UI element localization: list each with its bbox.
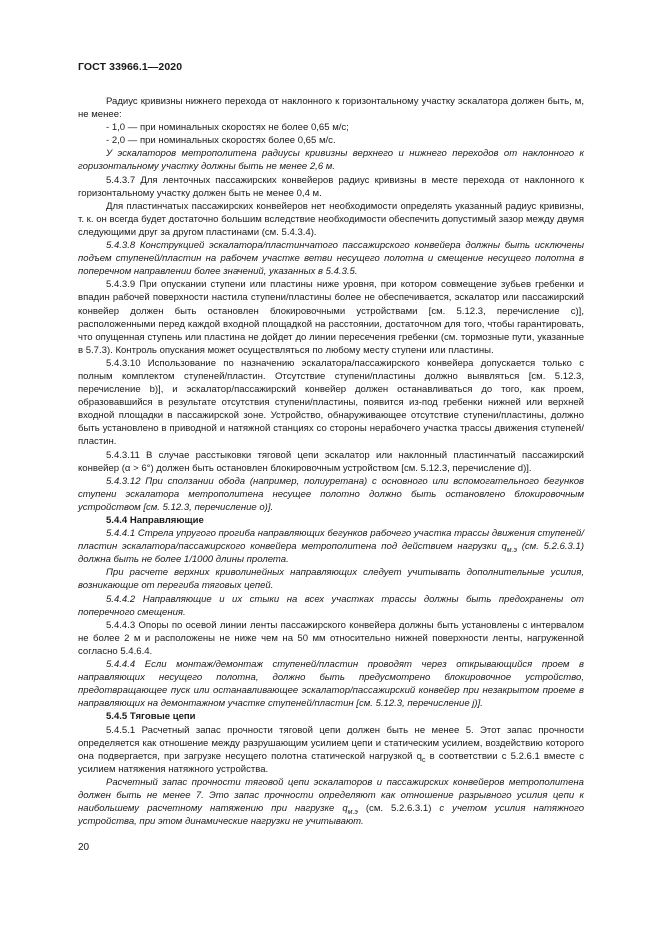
text-run: 5.4.5.1 Расчетный запас прочности тяговой цепи должен быть не менее 5. Этот запас прочности определяется как отношение между разрушающим усилием цепи и статическим усилием, воздействию которого она подвергается, при загрузке несущего полотна статической нагрузкой [78, 724, 584, 762]
symbol-q: q [416, 750, 422, 762]
symbol-subscript: м.э [506, 547, 517, 555]
symbol-q: q [501, 541, 507, 553]
paragraph: Радиус кривизны нижнего перехода от наклонного к горизонтальному участку эскалатора должен быть, м, не менее: [78, 96, 584, 121]
list-item: - 1,0 — при номинальных скоростях не более 0,65 м/с; [106, 122, 349, 134]
page-number: 20 [78, 842, 90, 853]
text-run: 5.4.4.1 Стрела упругого прогиба направляющих бегунков рабочего участка трассы движения ступеней/пластин эскалатора/пассажирского конвейера метрополитена под действием нагрузки [78, 528, 584, 553]
paragraph: 5.4.4.3 Опоры по осевой линии ленты пассажирского конвейера должны быть установлены с интервалом не более 2 м и расположены не ниже чем на 50 мм относительно нижней поверхности ленты, нагруженной согласно 5.4.6.4. [78, 619, 584, 657]
symbol-subscript: c [421, 756, 426, 764]
text-run: с учетом усилия натяжного устройства, при этом динамические нагрузки не учитывают. [78, 803, 585, 828]
paragraph [78, 724, 584, 776]
section-heading: 5.4.4 Направляющие [106, 515, 204, 526]
paragraph: 5.4.4.4 Если монтаж/демонтаж ступеней/пластин проводят через открывающийся проем в направляющих несущего полотна, должно быть предусмотрено блокировочное устройство, предотвращающее пуск или останавливающее эскалатор/пассажирский конвейер при незакрытом проеме в направляющих на демонтажном участке ступеней/пластин [см. 5.12.3, перечисление j)]. [78, 659, 584, 710]
text-run: в соответствии с 5.2.6.1 вместе с усилием натяжения натяжного устройства. [78, 750, 585, 775]
paragraph: При расчете верхних криволинейных направляющих следует учитывать дополнительные усилия, возникающие от перегиба тяговых цепей. [78, 567, 584, 592]
paragraph [78, 776, 584, 828]
paragraph: 5.4.3.9 При опускании ступени или пластины ниже уровня, при котором совмещение зубьев гребенки и впадин рабочей поверхности настила ступени/пластины более не обеспечивается, эскалатор или пассажирский конвейер должен быть остановлен блокировочными устройствами [см. 5.12.3, перечисление с)], расположенными перед каждой входной площадкой на расстоянии, достаточном для того, чтобы гарантировать, что опущенная ступень или пластина не дойдет до линии пересечения гребенки (см. тормозные пути, указанные в 5.7.3). Контроль опускания может осуществляться по любому месту ступени или пластины. [78, 279, 584, 356]
section-heading: 5.4.5 Тяговые цепи [106, 711, 196, 723]
paragraph: У эскалаторов метрополитена радиусы кривизны верхнего и нижнего переходов от наклонного к горизонтальному участку должны быть не менее 2,6 м. [78, 148, 584, 173]
document-header: ГОСТ 33966.1—2020 [78, 61, 183, 73]
list-item: - 2,0 — при номинальных скоростях более 0,65 м/с. [106, 135, 336, 147]
text-run: (см. 5.2.6.3.1) [365, 803, 432, 815]
paragraph: 5.4.3.10 Использование по назначению эскалатора/пассажирского конвейера допускается только с полным комплектом ступеней/пластин. Отсутствие ступени/пластины должно выявляться [см. 5.12.3, перечисление b)], и эскалатор/пассажирский конвейер должен останавливаться до того, как проем, образовавшийся в результате отсутствия ступени/пластины, появится из-под гребенки нижней или верхней входной площадки в пассажирской зоне. Устройство, обнаруживающее отсутствие ступени/пластины, должно быть установлено в приводной и натяжной станциях со стороны нерабочего участка трассы движения ступеней/пластин. [78, 357, 584, 448]
symbol-q: q [342, 803, 348, 815]
paragraph [78, 527, 584, 566]
paragraph: 5.4.3.12 При сползании обода (например, полиуретана) с основного или вспомогательного бегунков ступени эскалатора метрополитена несущее полотно должно быть остановлено блокировочным устройством [см. 5.12.3, перечисление о)]. [78, 475, 584, 513]
paragraph: 5.4.3.7 Для ленточных пассажирских конвейеров радиус кривизны в месте перехода от наклонного к горизонтальному участку должен быть не менее 0,4 м. [78, 174, 584, 199]
paragraph: 5.4.3.11 В случае расстыковки тяговой цепи эскалатор или наклонный пластинчатый пассажирский конвейер (α > 6°) должен быть остановлен блокировочным устройством [см. 5.12.3, перечисление d)]. [78, 449, 584, 474]
paragraph: 5.4.3.8 Конструкцией эскалатора/пластинчатого пассажирского конвейера должны быть исключены подъем ступеней/пластин на рабочем участке ветви несущего полотна и смещение несущего полотна в поперечном направлении более значений, указанных в 5.4.3.5. [78, 240, 584, 278]
paragraph: 5.4.4.2 Направляющие и их стыки на всех участках трассы должны быть предохранены от поперечного смещения. [78, 593, 584, 618]
document-body [78, 95, 584, 828]
symbol-subscript: м.э [347, 808, 358, 816]
paragraph: Для пластинчатых пассажирских конвейеров нет необходимости определять указанный радиус кривизны, т. к. он всегда будет достаточно большим вследствие необходимости обеспечить допустимый зазор между двумя следующими друг за другом пластинами (см. 5.4.3.4). [78, 200, 584, 238]
text-run: (см. 5.2.6.3.1) должна быть не более 1/1000 длины пролета. [78, 541, 585, 566]
text-run: Расчетный запас прочности тяговой цепи эскалаторов и пассажирских конвейеров метрополитена должен быть не менее 7. Это запас прочности определяют как отношение разрывного усилия цепи к наибольшему расчетному натяжению при нагрузке [78, 776, 584, 815]
